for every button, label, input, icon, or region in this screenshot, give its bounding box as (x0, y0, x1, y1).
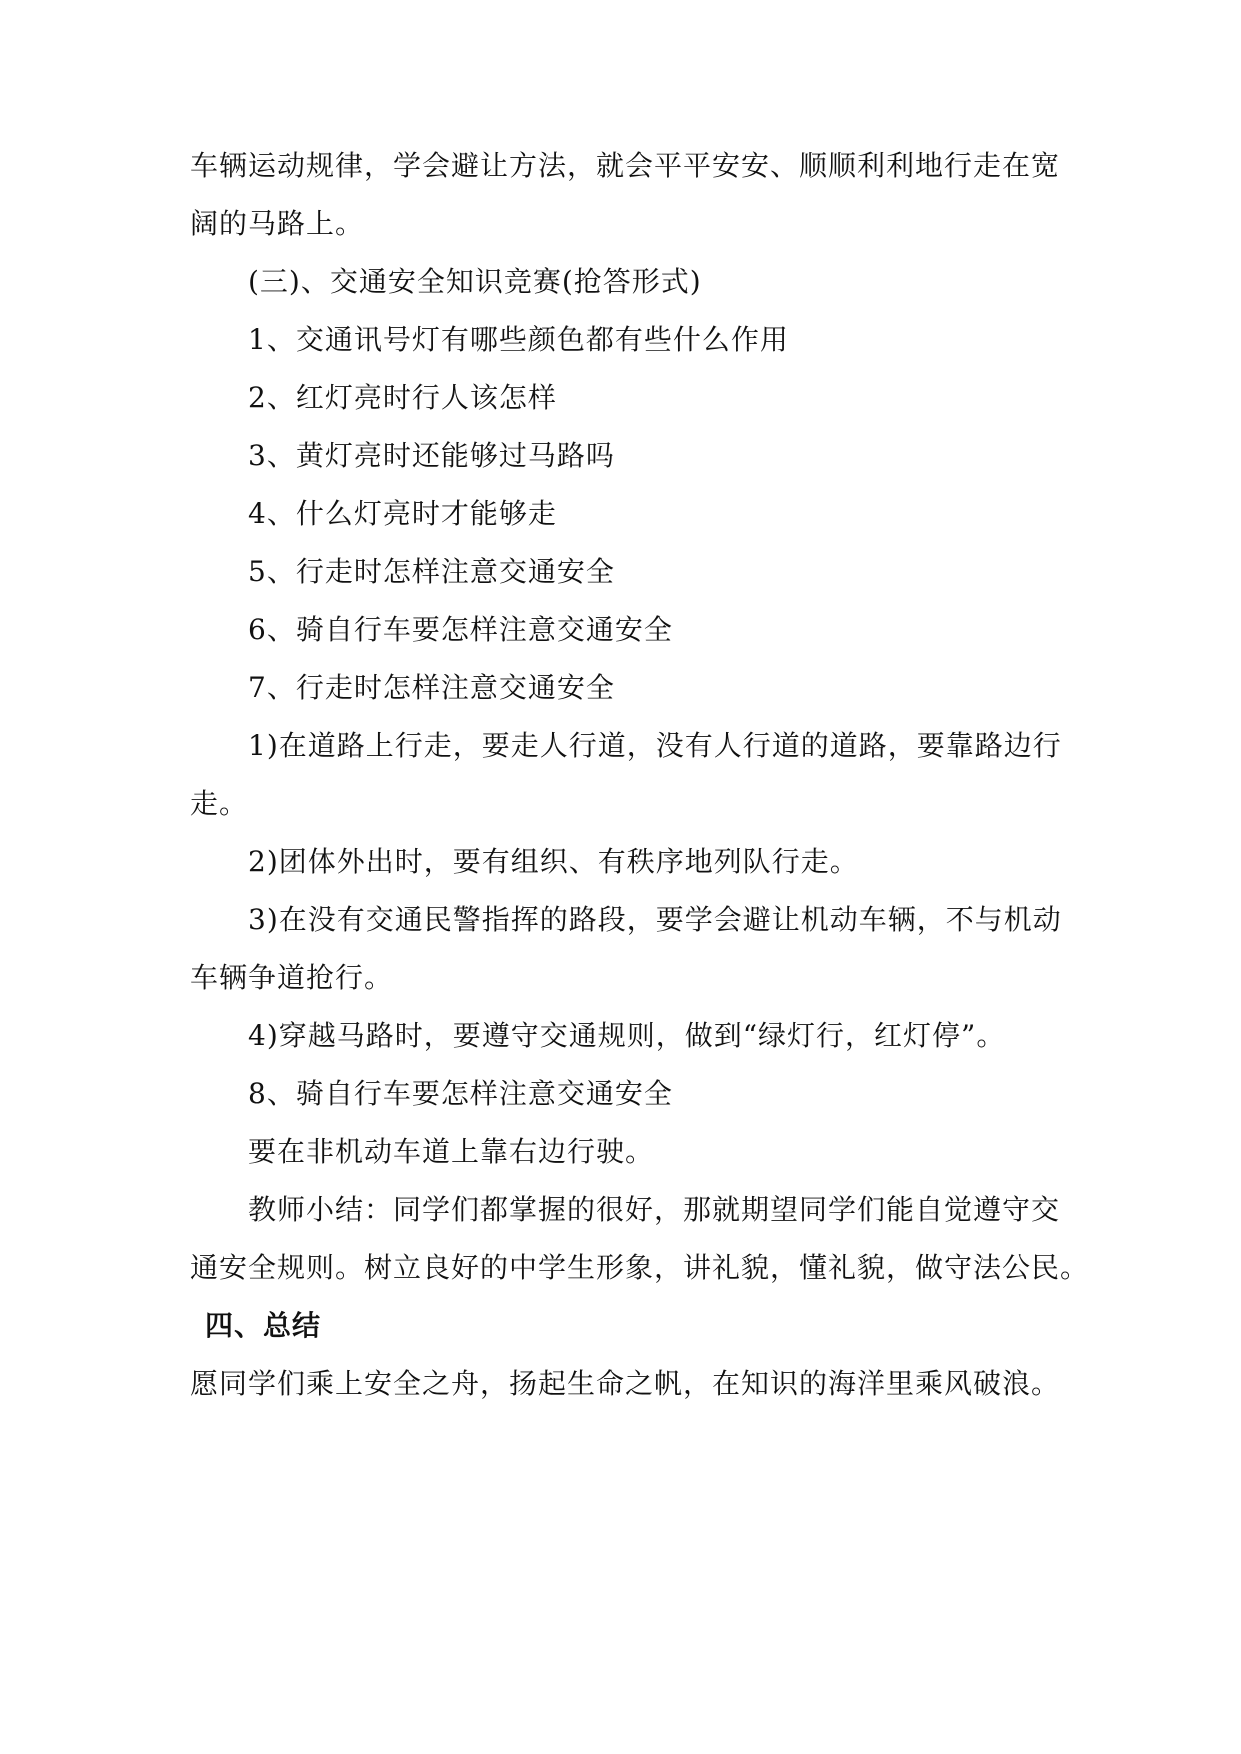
question-item: 2、红灯亮时行人该怎样 (248, 381, 557, 414)
answer-line: 2)团体外出时，要有组织、有秩序地列队行走。 (248, 845, 859, 878)
question-item: 8、骑自行车要怎样注意交通安全 (248, 1077, 673, 1110)
section-title: (三)、交通安全知识竞赛(抢答形式) (248, 265, 702, 298)
answer-line: 3)在没有交通民警指挥的路段，要学会避让机动车辆，不与机动 (248, 903, 1062, 936)
question-item: 6、骑自行车要怎样注意交通安全 (248, 613, 673, 646)
teacher-summary: 教师小结：同学们都掌握的很好，那就期望同学们能自觉遵守交 (248, 1193, 1061, 1226)
answer-line: 4)穿越马路时，要遵守交通规则，做到“绿灯行，红灯停”。 (248, 1019, 1006, 1052)
answer-line: 要在非机动车道上靠右边行驶。 (248, 1135, 655, 1168)
closing-line: 愿同学们乘上安全之舟，扬起生命之帆，在知识的海洋里乘风破浪。 (190, 1367, 1061, 1400)
paragraph-line: 车辆运动规律，学会避让方法，就会平平安安、顺顺利利地行走在宽 (190, 149, 1061, 182)
question-item: 3、黄灯亮时还能够过马路吗 (248, 439, 615, 472)
answer-line: 车辆争道抢行。 (190, 961, 394, 994)
question-item: 4、什么灯亮时才能够走 (248, 497, 557, 530)
section-heading: 四、总结 (205, 1309, 322, 1342)
paragraph-line: 阔的马路上。 (190, 207, 365, 240)
answer-line: 走。 (190, 787, 249, 820)
question-item: 7、行走时怎样注意交通安全 (248, 671, 615, 704)
answer-line: 1)在道路上行走，要走人行道，没有人行道的道路，要靠路边行 (248, 729, 1062, 762)
question-item: 1、交通讯号灯有哪些颜色都有些什么作用 (248, 323, 789, 356)
teacher-summary: 通安全规则。树立良好的中学生形象，讲礼貌，懂礼貌，做守法公民。 (190, 1251, 1090, 1284)
question-item: 5、行走时怎样注意交通安全 (248, 555, 615, 588)
